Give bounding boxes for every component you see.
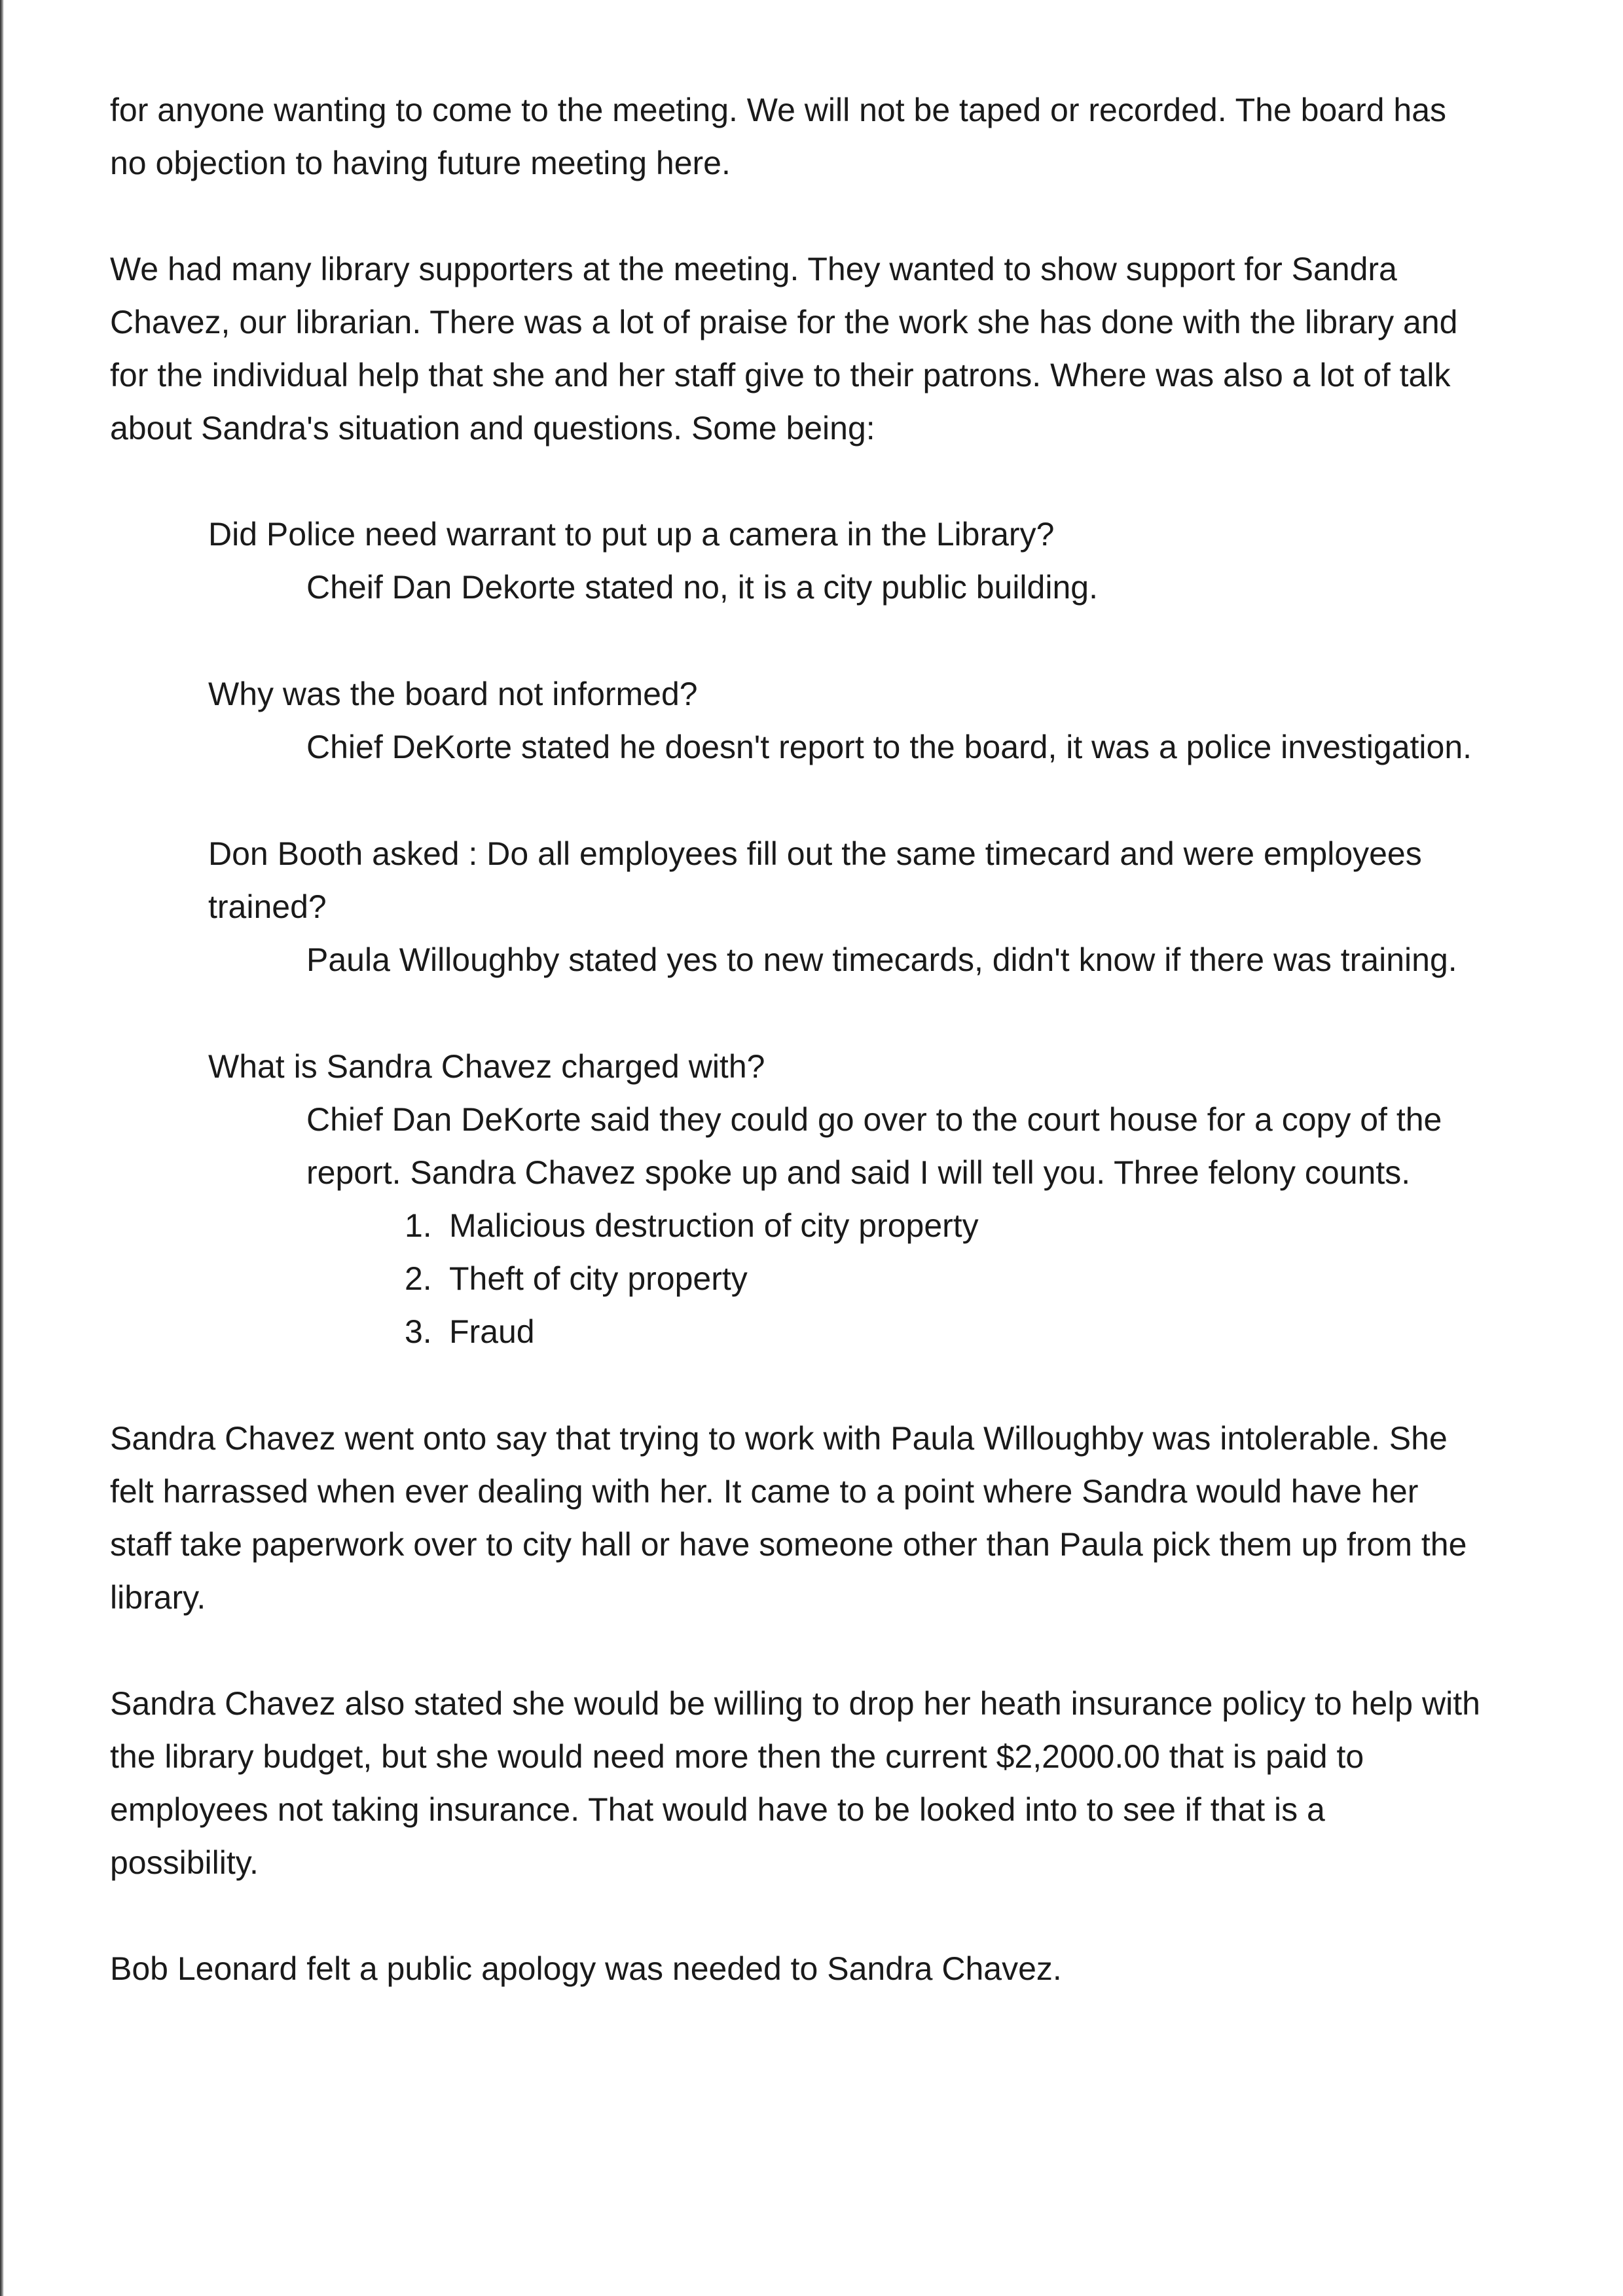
qa-item-warrant <box>110 508 1583 614</box>
text-line: for the individual help that she and her staff give to their patrons. Where was also a lot of talk <box>110 357 1451 393</box>
document-page <box>110 84 1583 2049</box>
text-line: Bob Leonard felt a public apology was needed to Sandra Chavez. <box>110 1950 1062 1987</box>
text-line: staff take paperwork over to city hall or have someone other than Paula pick them up from the <box>110 1526 1467 1563</box>
paragraph-working-conditions <box>110 1412 1583 1624</box>
charges-list <box>405 1199 1583 1358</box>
question: Why was the board not informed? <box>208 676 698 712</box>
qa-item-board-informed <box>110 668 1583 774</box>
question: Did Police need warrant to put up a camera in the Library? <box>208 516 1055 553</box>
list-text: Fraud <box>449 1313 535 1350</box>
paragraph-apology <box>110 1942 1583 1995</box>
text-line: the library budget, but she would need more then the current $2,2000.00 that is paid to <box>110 1738 1364 1775</box>
list-item <box>405 1252 1583 1305</box>
list-number: 2. <box>405 1260 432 1297</box>
qa-item-timecards <box>110 828 1583 987</box>
text-line: felt harrassed when ever dealing with her. It came to a point where Sandra would have her <box>110 1473 1419 1510</box>
text-line: Sandra Chavez went onto say that trying to work with Paula Willoughby was intolerable. She <box>110 1420 1448 1457</box>
list-item <box>405 1199 1583 1252</box>
answer: Cheif Dan Dekorte stated no, it is a city public building. <box>306 569 1098 606</box>
text-line: employees not taking insurance. That would have to be looked into to see if that is a <box>110 1791 1325 1828</box>
list-text: Theft of city property <box>449 1260 748 1297</box>
qa-item-charges <box>110 1040 1583 1358</box>
paragraph-library-supporters <box>110 243 1583 455</box>
answer: report. Sandra Chavez spoke up and said I will tell you. Three felony counts. <box>306 1154 1411 1191</box>
paragraph-insurance <box>110 1677 1583 1889</box>
question: trained? <box>208 888 327 925</box>
list-number: 1. <box>405 1207 432 1244</box>
text-line: for anyone wanting to come to the meeting. We will not be taped or recorded. The board has <box>110 92 1447 128</box>
text-line: Sandra Chavez also stated she would be willing to drop her heath insurance policy to help with <box>110 1685 1480 1722</box>
list-item <box>405 1305 1583 1358</box>
question: What is Sandra Chavez charged with? <box>208 1048 765 1085</box>
list-text: Malicious destruction of city property <box>449 1207 979 1244</box>
text-line: possibility. <box>110 1844 259 1881</box>
list-number: 3. <box>405 1313 432 1350</box>
paragraph-meeting-recording <box>110 84 1583 190</box>
text-line: library. <box>110 1579 206 1616</box>
text-line: Chavez, our librarian. There was a lot of praise for the work she has done with the library and <box>110 304 1458 340</box>
text-line: about Sandra's situation and questions. Some being: <box>110 410 875 446</box>
question: Don Booth asked : Do all employees fill out the same timecard and were employees <box>208 835 1422 872</box>
text-line: no objection to having future meeting here. <box>110 145 731 181</box>
answer: Chief DeKorte stated he doesn't report to the board, it was a police investigation. <box>306 729 1472 765</box>
answer: Paula Willoughby stated yes to new timecards, didn't know if there was training. <box>306 941 1457 978</box>
text-line: We had many library supporters at the meeting. They wanted to show support for Sandra <box>110 251 1397 287</box>
scan-edge <box>0 0 4 2296</box>
answer: Chief Dan DeKorte said they could go over to the court house for a copy of the <box>306 1101 1442 1138</box>
